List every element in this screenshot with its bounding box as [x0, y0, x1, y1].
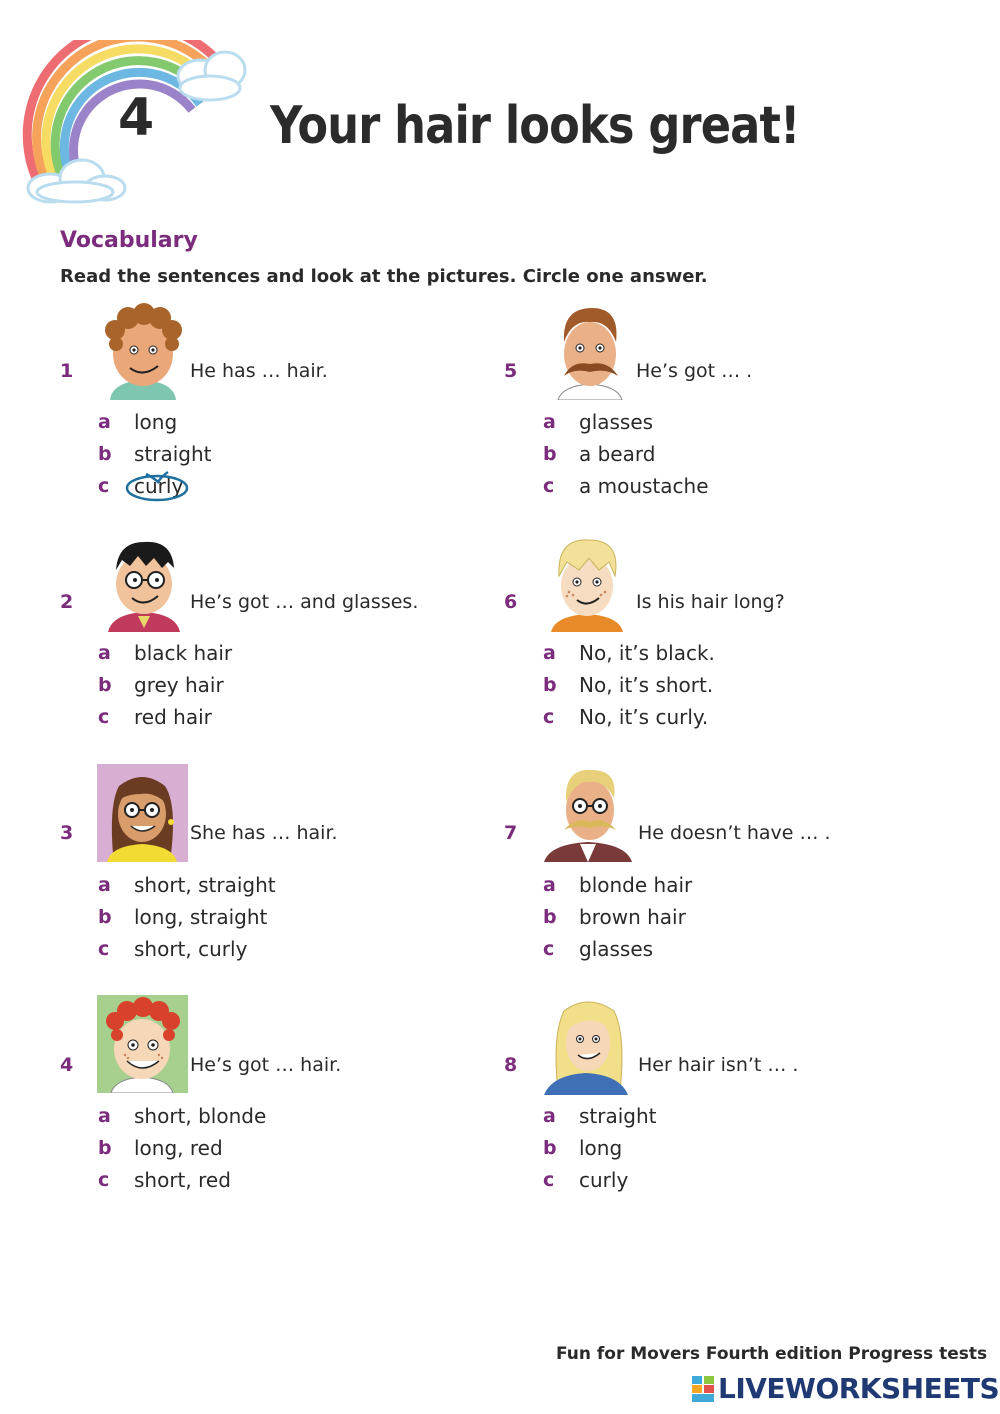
option-letter: a	[98, 411, 111, 433]
option-a[interactable]: short, blonde	[134, 1104, 267, 1128]
option-a[interactable]: blonde hair	[579, 873, 693, 897]
question-stem: He has … hair.	[190, 360, 328, 382]
question-number: 5	[504, 360, 518, 382]
question-number: 3	[60, 822, 74, 844]
option-b[interactable]: brown hair	[579, 905, 686, 929]
question-number: 7	[504, 822, 518, 844]
option-letter: c	[98, 706, 110, 728]
liveworksheets-logo-icon	[692, 1376, 716, 1402]
question-stem: He’s got … .	[636, 360, 753, 382]
option-letter: b	[543, 1137, 557, 1159]
page-title: Your hair looks great!	[270, 96, 800, 156]
footer-source: Fun for Movers Fourth edition Progress tests	[556, 1344, 988, 1364]
question-number: 1	[60, 360, 74, 382]
option-letter: c	[98, 1169, 110, 1191]
option-letter: c	[543, 706, 555, 728]
option-letter: c	[98, 938, 110, 960]
option-b[interactable]: long	[579, 1136, 623, 1160]
option-a[interactable]: long	[134, 410, 178, 434]
option-b[interactable]: grey hair	[134, 673, 224, 697]
question-stem: He’s got … hair.	[190, 1054, 342, 1076]
question-stem: He doesn’t have … .	[638, 822, 831, 844]
girl-blonde-long-hair-picture	[544, 995, 630, 1095]
girl-long-hair-picture	[97, 764, 188, 862]
option-letter: a	[98, 1105, 111, 1127]
question-number: 4	[60, 1054, 74, 1076]
question-stem: Is his hair long?	[636, 591, 785, 613]
option-letter: b	[543, 906, 557, 928]
question-number: 6	[504, 591, 518, 613]
liveworksheets-logo-text[interactable]: LIVEWORKSHEETS	[718, 1372, 1000, 1405]
option-b[interactable]: straight	[134, 442, 212, 466]
question-number: 8	[504, 1054, 518, 1076]
man-moustache-picture	[550, 302, 630, 400]
question-stem: Her hair isn’t … .	[638, 1054, 799, 1076]
option-a[interactable]: short, straight	[134, 873, 276, 897]
option-letter: c	[98, 475, 110, 497]
option-c[interactable]: short, red	[134, 1168, 231, 1192]
option-letter: a	[98, 874, 111, 896]
option-letter: b	[543, 443, 557, 465]
option-b[interactable]: long, red	[134, 1136, 223, 1160]
option-letter: b	[98, 906, 112, 928]
option-c[interactable]: a moustache	[579, 474, 709, 498]
instruction-text: Read the sentences and look at the pictures. Circle one answer.	[60, 266, 708, 287]
option-letter: b	[543, 674, 557, 696]
option-letter: a	[543, 1105, 556, 1127]
option-letter: c	[543, 475, 555, 497]
option-letter: a	[98, 642, 111, 664]
option-letter: a	[543, 874, 556, 896]
option-b[interactable]: No, it’s short.	[579, 673, 714, 697]
option-letter: b	[98, 443, 112, 465]
boy-red-curly-hair-picture	[97, 995, 188, 1093]
man-glasses-moustache-picture	[542, 764, 634, 862]
option-a[interactable]: black hair	[134, 641, 233, 665]
option-letter: c	[543, 1169, 555, 1191]
question-number: 2	[60, 591, 74, 613]
option-c[interactable]: short, curly	[134, 937, 248, 961]
section-title: Vocabulary	[60, 228, 198, 253]
option-c[interactable]: curly	[134, 474, 184, 498]
option-c[interactable]: glasses	[579, 937, 654, 961]
option-c[interactable]: curly	[579, 1168, 629, 1192]
question-stem: He’s got … and glasses.	[190, 591, 419, 613]
option-b[interactable]: a beard	[579, 442, 656, 466]
option-letter: c	[543, 938, 555, 960]
option-letter: b	[98, 674, 112, 696]
option-a[interactable]: glasses	[579, 410, 654, 434]
question-stem: She has … hair.	[190, 822, 338, 844]
answer-circle-mark	[124, 470, 192, 504]
boy-glasses-picture	[102, 532, 186, 632]
option-c[interactable]: No, it’s curly.	[579, 705, 709, 729]
option-a[interactable]: straight	[579, 1104, 657, 1128]
unit-number: 4	[118, 88, 155, 148]
option-c[interactable]: red hair	[134, 705, 212, 729]
option-a[interactable]: No, it’s black.	[579, 641, 715, 665]
option-letter: b	[98, 1137, 112, 1159]
option-b[interactable]: long, straight	[134, 905, 268, 929]
boy-blonde-short-hair-picture	[545, 532, 629, 632]
option-letter: a	[543, 411, 556, 433]
boy-curly-hair-picture	[100, 302, 186, 400]
option-letter: a	[543, 642, 556, 664]
